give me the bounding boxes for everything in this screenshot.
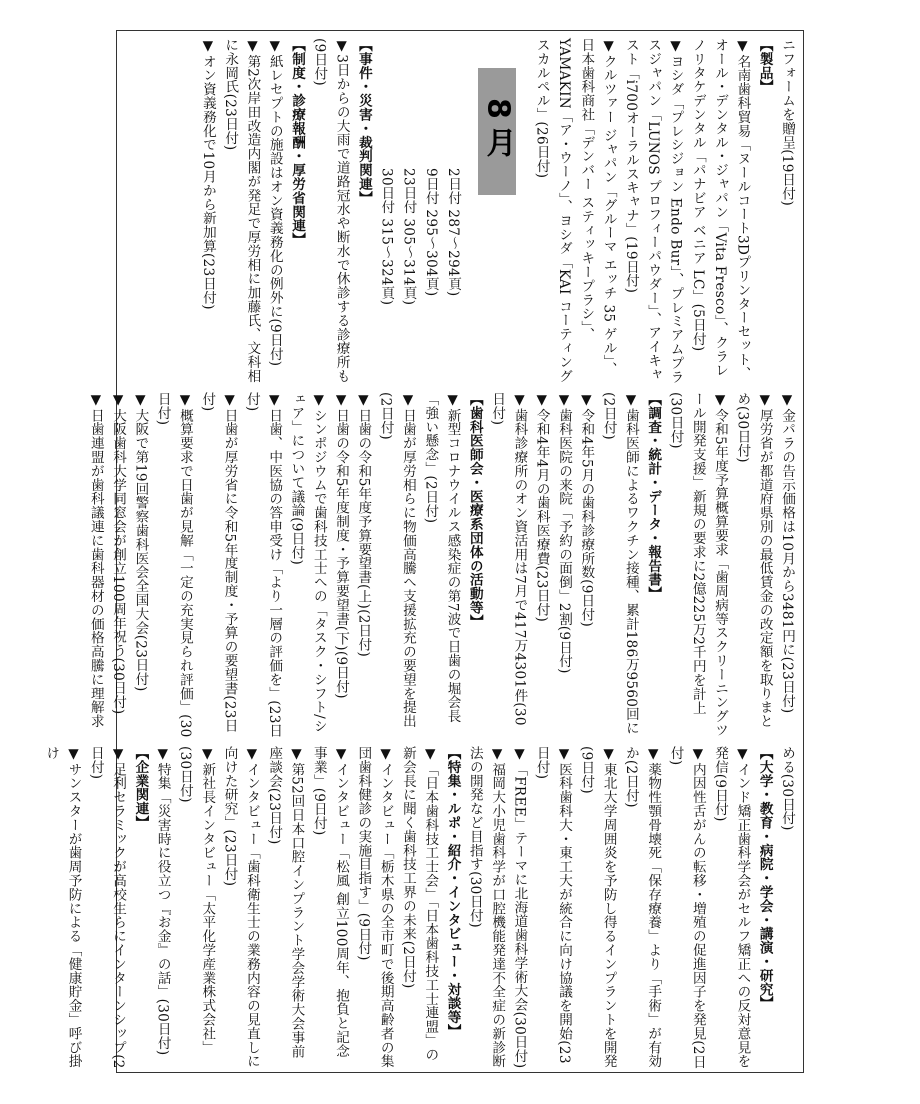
row1-lead: ニフォームを贈呈(19日付) [779, 38, 795, 207]
list-item: ▼厚労省が都道府県別の最低賃金の改定額を取りまとめ(30日付) [734, 392, 773, 728]
section-heading-incidents: 【事件・災害・裁判関連】 [355, 38, 372, 205]
row3-lead: める(30日付) [779, 746, 795, 831]
issue-index-line: 9日付 295〜304頁) [422, 168, 439, 297]
section-heading-companies: 【企業関連】 [132, 746, 149, 830]
issue-index-line: 2日付 287〜294頁) [445, 168, 462, 297]
section-heading-statistics: 【調査・統計・データ・報告書】 [645, 392, 662, 601]
list-item: ▼日歯連盟が歯科議連に歯科器材の価格高騰に理解求 [87, 392, 104, 728]
list-item: ▼歯科医師によるワクチン接種、累計186万9560回に(2日付) [600, 392, 639, 736]
list-item: ▼「日本歯科技工士会」「日本歯科技工士連盟」の新会長に聞く歯科技工界の未来(2日付) [399, 746, 439, 1062]
list-item: ▼医科歯科大・東工大が統合に向け協議を開始(23日付) [533, 746, 573, 1064]
section-heading-academia: 【大学・教育・病院・学会・講演・研究】 [756, 746, 773, 1011]
section-heading-policy: 【制度・診療報酬・厚労省関連】 [289, 38, 306, 247]
list-item: ▼令和4年4月の歯科医療費(23日付) [533, 392, 550, 623]
row-2 [87, 392, 798, 738]
list-item: ▼歯科医院の来院「予約の面倒」2割(9日付) [556, 392, 573, 674]
row-1 [126, 38, 798, 384]
list-item: ▼クルツァー ジャパン「グルーマ エッチ 35 ゲル」、日本歯科商社「デンバー スティッキープラシ」、YAMAKIN「ア・ウーノ」、ヨシダ「KAI コーティングスカルペル」(26日付) [533, 38, 617, 383]
issue-index [375, 38, 464, 384]
list-item: ▼サンスターが歯周予防による「健康貯金」呼び掛け [43, 746, 82, 1069]
list-item: ▼福岡大小児歯科学が口腔機能発達不全症の新診断法の開発など目指す(30日付) [466, 746, 506, 1069]
list-item: ▼足利セラミックが高校生らにインターンシップ(2日付) [87, 746, 127, 1069]
list-item: ▼概算要求で日歯が見解「一定の充実見られ評価」(30日付) [154, 392, 193, 738]
list-item: ▼金パラの告示価格は10月から3481円に(23日付) [779, 392, 795, 714]
list-item: ▼東北大学周囲炎を予防し得るインプラントを開発(9日付) [578, 746, 617, 1069]
list-item: ▼令和4年5月の歯科診療所数(9日付) [578, 392, 595, 628]
list-item: ▼内因性舌がんの転移・増殖の促進因子を発見(2日付) [667, 746, 706, 1069]
list-item: ▼新型コロナウイルス感染症の第7波で日歯の堀会長「強い懸念」(2日付) [422, 392, 461, 724]
section-heading-products: 【製品】 [756, 38, 773, 94]
list-item: ▼第2次岸田改造内閣が発足で厚労相に加藤氏、文科相に永岡氏(23日付) [222, 38, 261, 383]
month-heading: 8月 [478, 68, 516, 195]
list-item: ▼新社長インタビュー「太平化学産業株式会社」(30日付) [176, 746, 216, 1055]
section-heading-features: 【特集・ルポ・紹介・インタビュー・対談等】 [444, 746, 461, 1038]
list-item: ▼特集「災害時に役立つ『お金』の話」(30日付) [154, 746, 171, 1056]
section-heading-associations: 【歯科医師会・医療系団体の活動等】 [466, 392, 483, 629]
list-item: ▼3日からの大雨で道路冠水や断水で休診する診療所も(9日付) [311, 38, 350, 383]
list-item: ▼インタビュー「栃木県の全市町で後期高齢者の集団歯科健診の実施目指す」(9日付) [355, 746, 394, 1069]
list-item: ▼令和5年度予算概算要求「歯周病等スクリーニングツール開発支援」新規の要求に2億225万2千円を計上(30日付) [667, 392, 729, 737]
list-item: ▼シンポジウムで歯科技工士への「タスク・シフト/シェア」について議論(9日付) [288, 392, 327, 733]
list-item: ▼第52回日本口腔インプラント学会学術大会事前座談会(23日付) [266, 746, 305, 1059]
list-item: ▼日歯の令和5年度制度・予算要望書(下)(9日付) [333, 392, 350, 699]
list-item: ▼「FREE」テーマに北海道歯科学術大会(30日付) [511, 746, 528, 1069]
list-item: ▼インド矯正歯科学会がセルフ矯正への反対意見を発信(9日付) [712, 746, 751, 1069]
row-3 [43, 746, 798, 1071]
list-item: ▼大阪で第19回警察歯科医会全国大会(23日付) [132, 392, 149, 692]
list-item: ▼薬物性顎骨壊死「保存療養」より「手術」が有効か(2日付) [622, 746, 662, 1069]
list-item: ▼オン資義務化で10月から新加算(23日付) [199, 38, 216, 310]
list-item: ▼歯科診療所のオン資活用は7月で417万4301件(30日付) [489, 392, 528, 726]
list-item: ▼日歯が厚労省に令和5年度制度・予算の要望書(23日付) [199, 392, 238, 733]
list-item: ▼日歯の令和5年度予算要望書(上)(2日付) [355, 392, 372, 658]
list-item: ▼日歯が厚労相らに物価高騰へ支援拡充の要望を提出(2日付) [377, 392, 416, 728]
list-item: ▼ヨシダ「プレシジョン Endo Bur」、プレミアムプラスジャパン「LUNOS プロフィーパウダー」、アイキャスト「i700オーラルスキャナ」(19日付) [622, 38, 684, 384]
issue-index-line: 30日付 315〜324頁) [378, 168, 395, 306]
list-item: ▼インタビュー「歯科衛生士の業務内容の見直しに向けた研究」(23日付) [221, 746, 260, 1069]
issue-index-line: 23日付 305〜314頁) [400, 168, 417, 306]
list-item: ▼大阪歯科大学同窓会が創立100周年祝う(30日付) [110, 392, 127, 715]
list-item: ▼日歯、中医協の答申受け「より一層の評価を」(23日付) [243, 392, 283, 738]
list-item: ▼インタビュー「松風 創立100周年、抱負と記念事業」(9日付) [310, 746, 350, 1058]
list-item: ▼紙レセプトの施設はオン資義務化の例外に(9日付) [266, 38, 283, 367]
list-item: ▼名南歯科貿易「ヌールコート3Dプリンターセット、オール・デンタル・ジャパン「Vita Fresco」、クラレノリタケデンタル「パナビア ベニア LC」(5日付) [689, 38, 751, 381]
